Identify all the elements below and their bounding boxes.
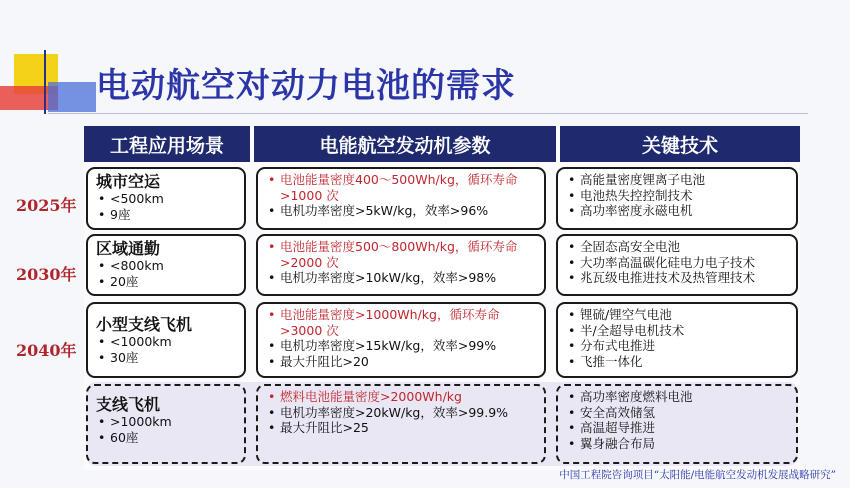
scenario-item: • <800km: [96, 258, 236, 274]
param-item: • 电池能量密度500～800Wh/kg，循环寿命>2000 次: [266, 239, 536, 270]
tech-item: • 半/全超导电机技术: [566, 323, 788, 339]
tech-item: • 电池热失控控制技术: [566, 188, 788, 204]
tech-box: [556, 384, 798, 464]
scenario-box: [86, 167, 246, 230]
scenario-name: 支线飞机: [96, 395, 161, 414]
tech-item: • 高温超导推进: [566, 420, 788, 436]
tech-item: • 飞推一体化: [566, 354, 788, 370]
scenario-item: • 60座: [96, 430, 236, 446]
param-item: • 电池能量密度400～500Wh/kg，循环寿命>1000 次: [266, 172, 536, 203]
tech-item: • 高功率密度永磁电机: [566, 203, 788, 219]
scenario-item: • 20座: [96, 274, 236, 290]
year-label: 2030年: [16, 265, 77, 284]
params-box: [256, 234, 546, 296]
header-tech: 关键技术: [560, 126, 800, 162]
tech-item: • 分布式电推进: [566, 338, 788, 354]
params-box: [256, 167, 546, 230]
tech-item: • 高能量密度锂离子电池: [566, 172, 788, 188]
table-header: [84, 126, 800, 162]
param-item: • 燃料电池能量密度>2000Wh/kg: [266, 389, 536, 405]
scenario-item: • <500km: [96, 191, 236, 207]
decor-vertical-line: [44, 50, 46, 114]
scenario-item: • >1000km: [96, 414, 236, 430]
tech-item: • 兆瓦级电推进技术及热管理技术: [566, 270, 788, 286]
header-scenario: 工程应用场景: [84, 126, 250, 162]
scenario-box: [86, 302, 246, 378]
tech-box: [556, 302, 798, 378]
param-item: • 电机功率密度>15kW/kg，效率>99%: [266, 338, 536, 354]
param-item: • 电机功率密度>20kW/kg，效率>99.9%: [266, 405, 536, 421]
scenario-box: [86, 384, 246, 464]
tech-box: [556, 167, 798, 230]
param-item: • 电池能量密度>1000Wh/kg，循环寿命>3000 次: [266, 307, 536, 338]
tech-item: • 大功率高温碳化硅电力电子技术: [566, 255, 788, 271]
scenario-item: • 30座: [96, 350, 236, 366]
tech-item: • 锂硫/锂空气电池: [566, 307, 788, 323]
year-label: 2025年: [16, 196, 77, 215]
scenario-name: 城市空运: [96, 172, 161, 191]
header-params: 电能航空发动机参数: [254, 126, 556, 162]
param-item: • 电机功率密度>10kW/kg，效率>98%: [266, 270, 536, 286]
scenario-box: [86, 234, 246, 296]
tech-item: • 安全高效储氢: [566, 405, 788, 421]
params-box: [256, 384, 546, 464]
tech-item: • 全固态高安全电池: [566, 239, 788, 255]
year-label: 2040年: [16, 341, 77, 360]
param-item: • 电机功率密度>5kW/kg，效率>96%: [266, 203, 536, 219]
tech-item: • 翼身融合布局: [566, 436, 788, 452]
decor-blue-block: [48, 82, 96, 112]
scenario-name: 区域通勤: [96, 239, 161, 258]
scenario-name: 小型支线飞机: [96, 315, 193, 334]
params-box: [256, 302, 546, 378]
scenario-item: • <1000km: [96, 334, 236, 350]
param-item: • 最大升阻比>20: [266, 354, 536, 370]
title-divider: [48, 113, 808, 114]
slide-title: 电动航空对动力电池的需求: [96, 66, 516, 106]
tech-box: [556, 234, 798, 296]
tech-item: • 高功率密度燃料电池: [566, 389, 788, 405]
source-footer: 中国工程院咨询项目“太阳能/电能航空发动机发展战略研究”: [559, 469, 836, 481]
scenario-item: • 9座: [96, 207, 236, 223]
param-item: • 最大升阻比>25: [266, 420, 536, 436]
